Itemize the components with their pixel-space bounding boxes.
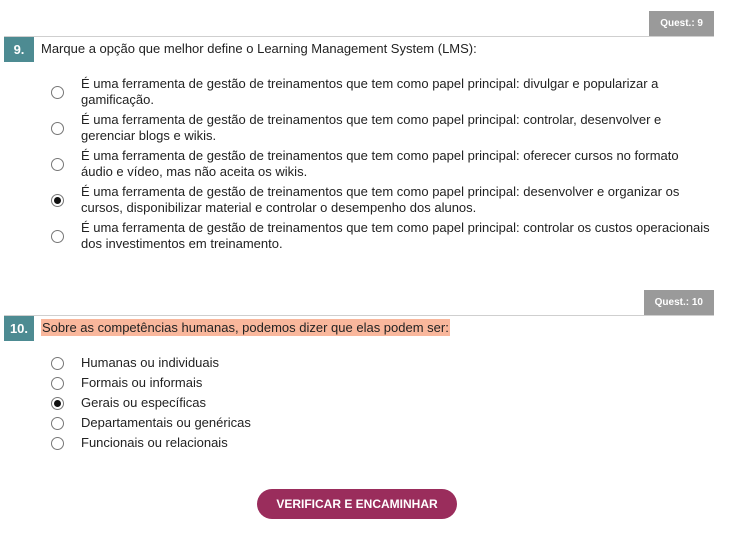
option-label: Formais ou informais [81,375,203,390]
question-number: 9. [4,37,34,62]
radio-button[interactable] [51,86,64,99]
radio-button[interactable] [51,357,64,370]
radio-button[interactable] [51,417,64,430]
radio-button[interactable] [51,437,64,450]
option-label: Departamentais ou genéricas [81,415,251,430]
question-number: 10. [4,316,34,341]
option-label: Humanas ou individuais [81,355,220,370]
verify-and-forward-button[interactable]: VERIFICAR E ENCAMINHAR [257,489,457,519]
option-label: É uma ferramenta de gestão de treinamentos que tem como papel principal: divulgar e popularizar a gamificação. [81,76,659,107]
question-text: Sobre as competências humanas, podemos dizer que elas podem ser: [42,320,449,335]
question-tag: Quest.: 10 [644,290,714,315]
option-label: É uma ferramenta de gestão de treinamentos que tem como papel principal: desenvolver e organizar os cursos, disponibilizar material e controlar o desempenho dos alunos. [81,184,680,215]
radio-button[interactable] [51,230,64,243]
option-label: É uma ferramenta de gestão de treinamentos que tem como papel principal: oferecer cursos no formato áudio e vídeo, mas não aceita os wikis. [81,148,679,179]
option-label: É uma ferramenta de gestão de treinamentos que tem como papel principal: controlar os custos operacionais dos investimentos em treinamento. [81,220,710,251]
radio-button[interactable] [51,122,64,135]
radio-button[interactable] [51,158,64,171]
radio-button[interactable] [51,397,64,410]
option-label: É uma ferramenta de gestão de treinamentos que tem como papel principal: controlar, desenvolver e gerenciar blogs e wikis. [81,112,662,143]
divider [4,36,714,37]
radio-button[interactable] [51,377,64,390]
divider [4,315,714,316]
question-text: Marque a opção que melhor define o Learning Management System (LMS): [41,41,477,56]
question-tag: Quest.: 9 [649,11,714,36]
option-label: Funcionais ou relacionais [81,435,228,450]
radio-button[interactable] [51,194,64,207]
option-label: Gerais ou específicas [81,395,207,410]
